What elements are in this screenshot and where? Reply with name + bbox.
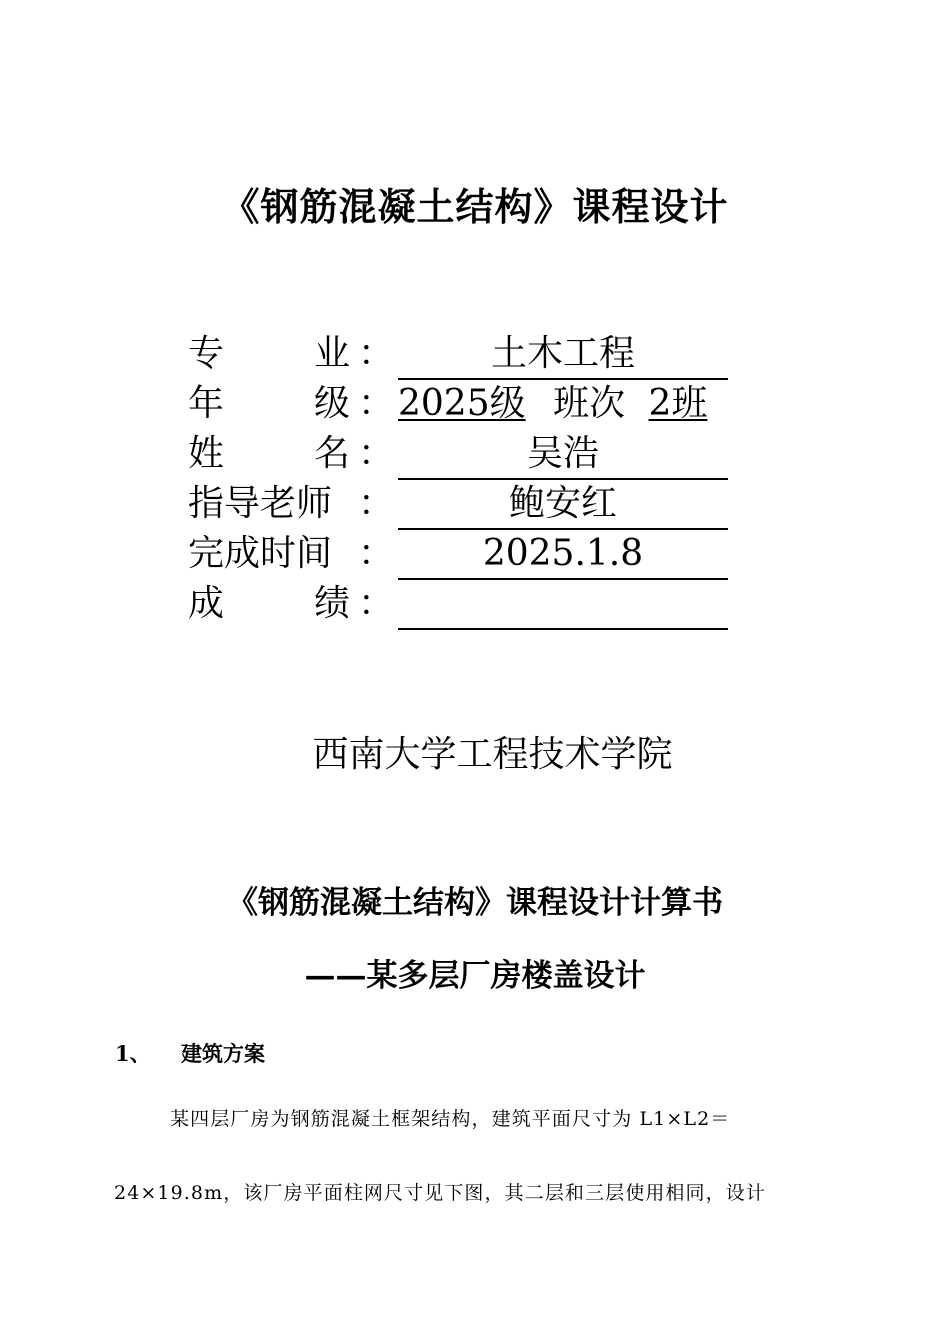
date-value: 2025.1.8 xyxy=(398,530,728,580)
class-value: 2班 xyxy=(648,383,708,424)
info-row-date: 完成时间 ： 2025.1.8 xyxy=(188,530,748,580)
section-title: 建筑方案 xyxy=(181,1041,265,1066)
cover-title: 《钢筋混凝土结构》课程设计 xyxy=(221,184,729,229)
advisor-label: 指导老师 xyxy=(188,483,333,524)
date-label: 完成时间 xyxy=(188,533,333,574)
body-line-2: 24×19.8m，该厂房平面柱网尺寸见下图，其二层和三层使用相同，设计 xyxy=(114,1182,766,1204)
info-row-grade: 年 级 ： 2025级 班次 2班 xyxy=(188,380,748,430)
major-value: 土木工程 xyxy=(398,330,728,380)
body-line-1: 某四层厂房为钢筋混凝土框架结构，建筑平面尺寸为 L1×L2＝ xyxy=(170,1108,731,1130)
advisor-value: 鲍安红 xyxy=(398,480,728,530)
section-number: 1、 xyxy=(115,1041,151,1066)
grade-class-values xyxy=(398,380,707,428)
info-row-advisor: 指导老师 ： 鲍安红 xyxy=(188,480,748,530)
cover-info-block xyxy=(188,330,748,630)
info-row-name: 姓 名 ： 吴浩 xyxy=(188,430,748,480)
score-value xyxy=(398,580,728,630)
section-heading xyxy=(115,1038,265,1068)
name-value: 吴浩 xyxy=(398,430,728,480)
info-row-major: 专 业 ： 土木工程 xyxy=(188,330,748,380)
book-subtitle: ——某多层厂房楼盖设计 xyxy=(304,958,646,994)
school-name: 西南大学工程技术学院 xyxy=(312,734,673,775)
grade-value: 2025级 xyxy=(398,383,526,424)
book-title: 《钢筋混凝土结构》课程设计计算书 xyxy=(227,885,723,921)
class-label: 班次 xyxy=(553,383,626,424)
info-row-score: 成 绩 ： xyxy=(188,580,748,630)
